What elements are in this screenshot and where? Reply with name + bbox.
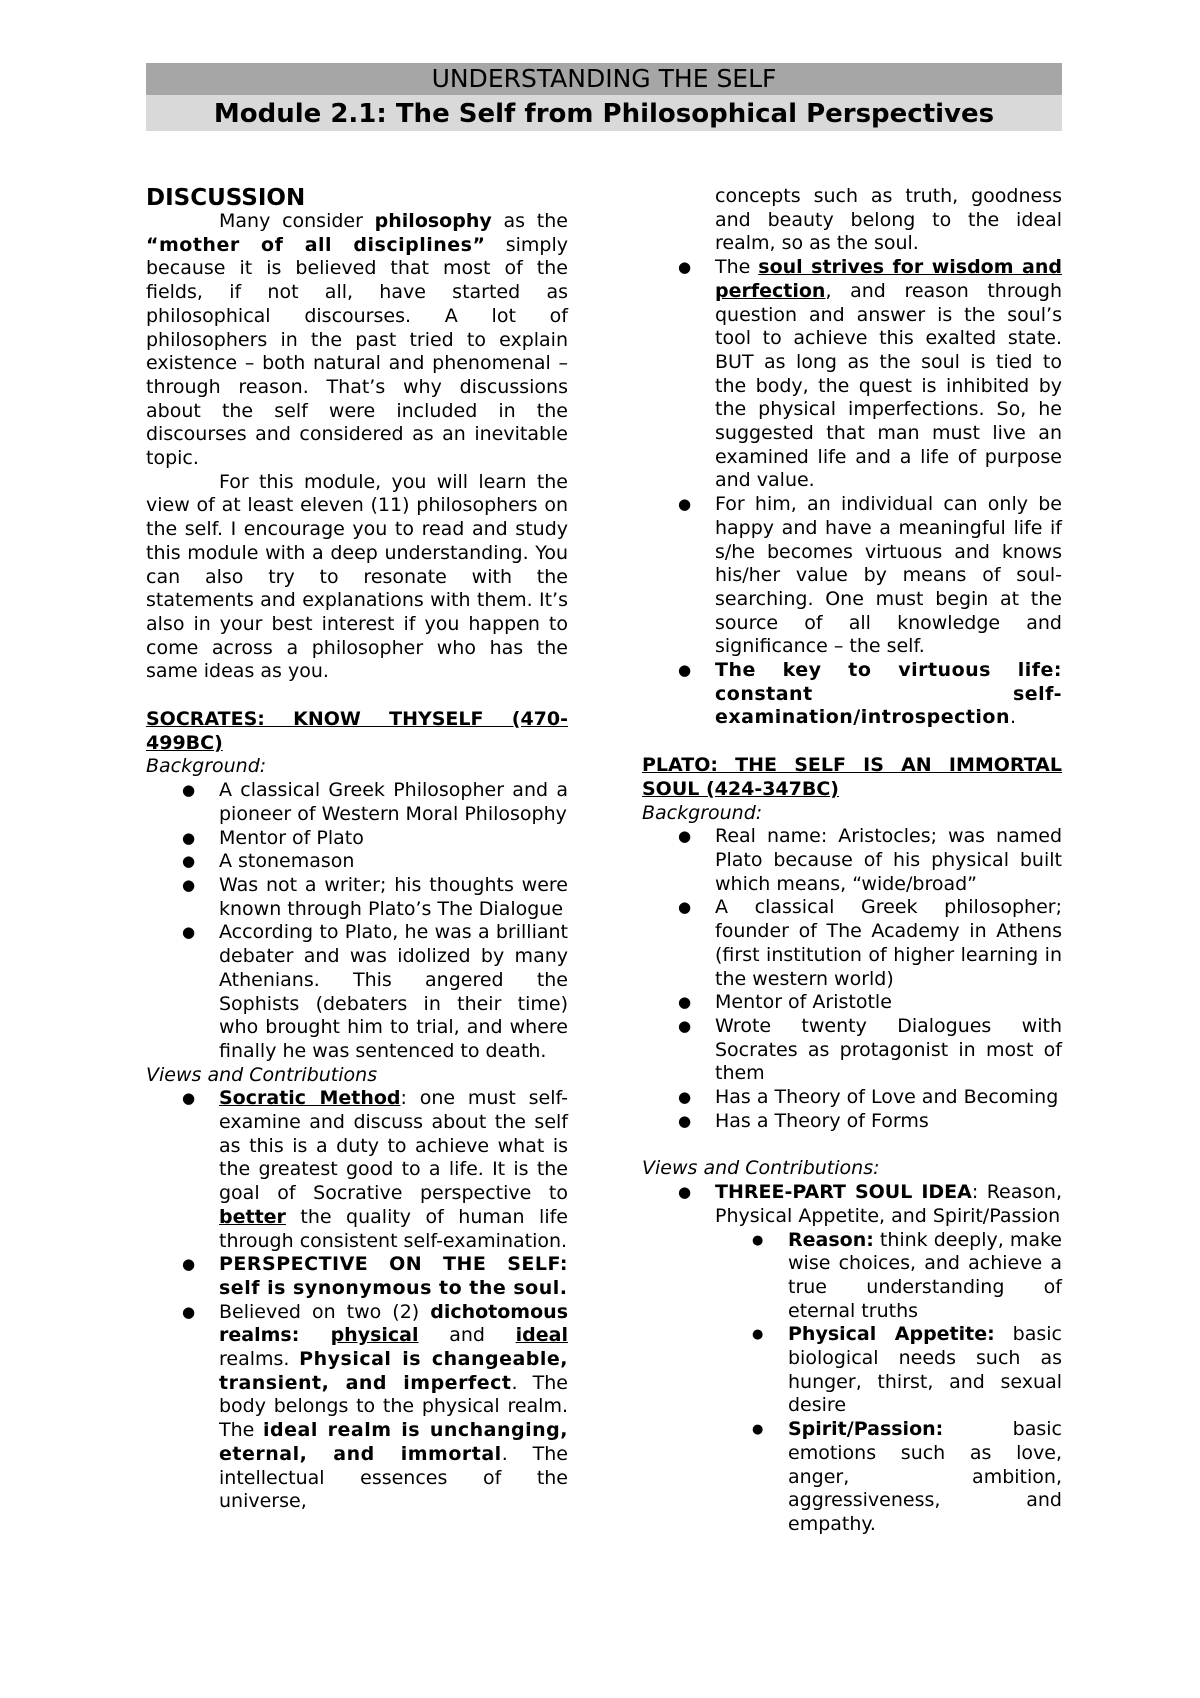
text-run: Many consider: [219, 210, 375, 232]
text-run: basic emotions such as love, anger, ambition, aggressiveness, and empathy.: [788, 1418, 1062, 1535]
text-run: Physical Appetite:: [788, 1323, 995, 1346]
list-item-continuation: concepts such as truth, goodness and beauty belong to the ideal realm, so as the soul.: [715, 185, 1062, 255]
plato-background-label: Background:: [642, 801, 763, 824]
list-item: ● Was not a writer; his thoughts were known through Plato’s The Dialogue: [146, 874, 568, 921]
text-run: The: [715, 256, 759, 279]
list-item: ● Mentor of Aristotle: [642, 991, 1062, 1015]
list-item: ● A stonemason: [146, 850, 568, 874]
text-run: Believed on two (2): [219, 1300, 431, 1323]
list-item: [146, 1301, 568, 1514]
plato-views-list: [642, 1181, 1062, 1537]
text-run: Physical is changeable, transient, and imperfect: [219, 1348, 568, 1394]
plato-background-list: [642, 825, 1062, 1133]
text-run: : Reason, Physical Appetite, and Spirit/Passion: [715, 1181, 1062, 1227]
left-column: [146, 184, 568, 1514]
list-item: [642, 659, 1062, 730]
list-item: ● Has a Theory of Love and Becoming: [642, 1086, 1062, 1110]
list-item: ● For him, an individual can only be happy and have a meaningful life if s/he becomes virtuous and knows his/her value by means of soul-searching. One must begin at the source of all knowledge and significance – the self.: [642, 493, 1062, 659]
list-item: [642, 1323, 1062, 1418]
text-run: realms.: [219, 1348, 300, 1371]
text-run: as the: [491, 210, 568, 232]
plato-title: PLATO: THE SELF IS AN IMMORTAL SOUL (424-347BC): [642, 754, 1062, 800]
socrates-title: SOCRATES: KNOW THYSELF (470-499BC): [146, 708, 568, 754]
text-run: Spirit/Passion:: [788, 1418, 944, 1441]
text-run: basic biological needs such as hunger, thirst, and sexual desire: [788, 1323, 1062, 1417]
list-item: [642, 256, 1062, 493]
text-run: think deeply, make wise choices, and achieve a true understanding of eternal truths: [788, 1228, 1062, 1322]
list-item: ● Mentor of Plato: [146, 827, 568, 851]
socrates-views-list: [146, 1087, 568, 1514]
right-column: [642, 185, 1062, 1537]
module-title: Module 2.1: The Self from Philosophical Perspectives: [146, 95, 1062, 131]
soul-parts-list: [642, 1229, 1062, 1537]
list-item: ● PERSPECTIVE ON THE SELF: self is synonymous to the soul.: [146, 1253, 568, 1300]
spacer: [642, 1133, 1062, 1157]
socrates-views-label: Views and Contributions: [146, 1063, 378, 1086]
list-item: ● Real name: Aristocles; was named Plato because of his physical built which means, “wide/broad”: [642, 825, 1062, 896]
list-item: [642, 1229, 1062, 1324]
course-title: UNDERSTANDING THE SELF: [146, 63, 1062, 95]
text-run: .: [1010, 706, 1017, 729]
text-run: , and reason through question and answer is the soul’s tool to achieve this exalted state. BUT as long as the soul is tied to the body, the quest is inhibited by the physical imperfections. So, he suggested that man must live an examined life and a life of purpose and value.: [715, 279, 1062, 492]
text-run: the quality of human life through consistent self-examination.: [219, 1205, 568, 1252]
text-run: . The body belongs to the physical realm. The: [219, 1371, 568, 1442]
list-item: [642, 1418, 1062, 1537]
text-run: : one must self-examine and discuss about the self as this is a duty to achieve what is the greatest good to a life. It is the goal of Socrative perspective to: [219, 1087, 568, 1205]
discussion-paragraph-2: For this module, you will learn the view of at least eleven (11) philosophers on the self. I encourage you to read and study this module with a deep understanding. You can also try to resonate with the statements and explanations with them. It’s also in your best interest if you happen to come across a philosopher who has the same ideas as you.: [146, 470, 568, 683]
text-run: dichotomous realms:: [219, 1300, 568, 1347]
text-run: THREE-PART SOUL IDEA: [715, 1181, 972, 1204]
list-item: ● Has a Theory of Forms: [642, 1110, 1062, 1134]
document-header: [146, 63, 1062, 131]
list-item: ● A classical Greek philosopher; founder of The Academy in Athens (first institution of higher learning in the western world): [642, 896, 1062, 991]
text-run: Reason:: [788, 1228, 874, 1251]
text-run: and: [418, 1324, 516, 1347]
socrates-background-label: Background:: [146, 755, 267, 778]
list-item: [146, 1087, 568, 1253]
list-item: ● A classical Greek Philosopher and a pioneer of Western Moral Philosophy: [146, 779, 568, 826]
text-run: soul strives for wisdom and perfection: [715, 256, 1062, 302]
list-item: ● Wrote twenty Dialogues with Socrates as protagonist in most of them: [642, 1015, 1062, 1086]
text-run: . The intellectual essences of the universe,: [219, 1442, 568, 1513]
text-run: simply because it is believed that most of the fields, if not all, have started as philosophical discourses. A lot of philosophers in the past tried to explain existence – both natural and phenomenal – through reason. That’s why discussions about the self were included in the discourses and considered as an inevitable topic.: [146, 233, 568, 470]
text-run: Socratic Method: [219, 1087, 401, 1110]
spacer: [146, 684, 568, 708]
text-run: better: [219, 1205, 286, 1228]
socrates-views-list-continued: [642, 185, 1062, 730]
text-run: “mother of all disciplines”: [146, 233, 486, 256]
list-item: ● According to Plato, he was a brilliant debater and was idolized by many Athenians. This angered the Sophists (debaters in their time) who brought him to trial, and where finally he was sentenced to death.: [146, 921, 568, 1063]
plato-views-label: Views and Contributions:: [642, 1157, 880, 1180]
list-item: [642, 1181, 1062, 1537]
text-run: ideal: [515, 1324, 568, 1347]
spacer: [642, 730, 1062, 754]
text-run: ideal realm is unchanging, eternal, and immortal: [219, 1419, 568, 1465]
socrates-background-list: [146, 779, 568, 1063]
discussion-heading: DISCUSSION: [146, 185, 306, 211]
text-run: The key to virtuous life: constant self-examination/introspection: [715, 659, 1062, 729]
text-run: philosophy: [374, 210, 492, 232]
text-run: physical: [330, 1324, 419, 1347]
discussion-paragraph-1: [146, 210, 568, 471]
